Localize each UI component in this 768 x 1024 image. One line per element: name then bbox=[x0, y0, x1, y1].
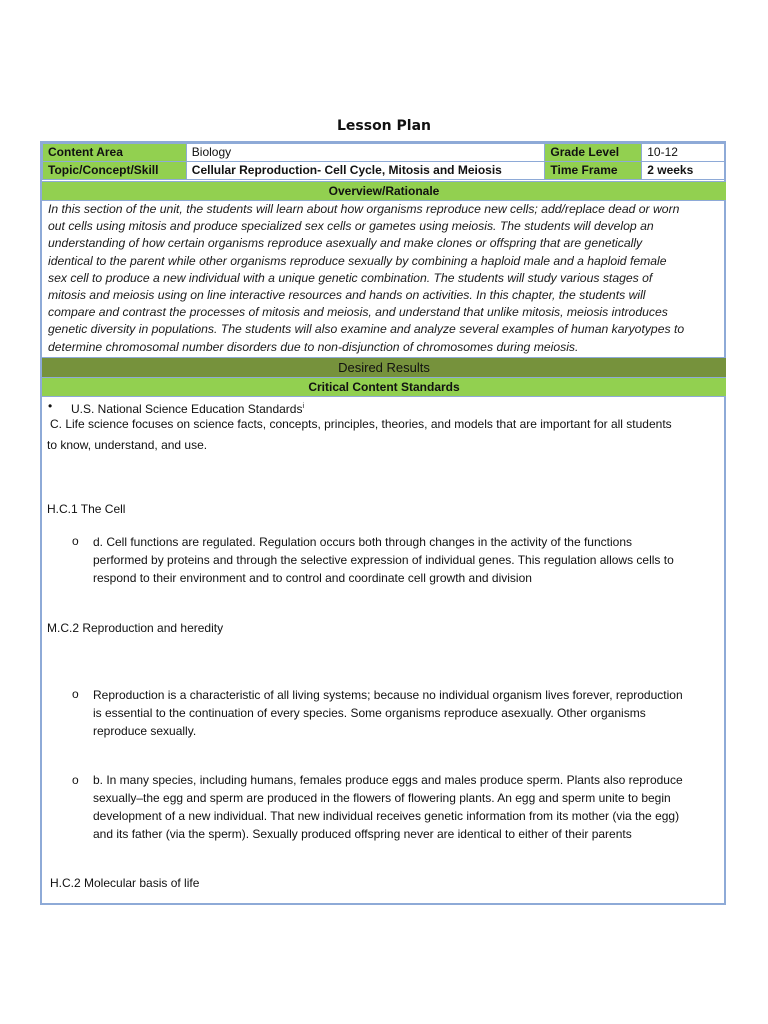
time-frame-value: 2 weeks bbox=[642, 162, 726, 180]
hc1-text bbox=[93, 533, 723, 587]
mc2a-text bbox=[93, 686, 723, 740]
overview-text bbox=[48, 201, 720, 356]
content-area-value: Biology bbox=[186, 144, 545, 162]
mc2b-bullet: o bbox=[72, 773, 79, 787]
overview-line: identical to the parent while other organisms reproduce sexually by combining a haploid male and a haploid female bbox=[48, 253, 667, 268]
life-science-line-2: to know, understand, and use. bbox=[47, 438, 208, 452]
mc2b-line: and its father (via the sperm). Sexually produced offspring never are identical to either of their parents bbox=[93, 827, 632, 841]
overview-line: understanding of how certain organisms reproduce asexually and make clones or offspring that are genetically bbox=[48, 236, 643, 251]
content-area-label: Content Area bbox=[43, 144, 187, 162]
header-table bbox=[42, 143, 726, 180]
desired-results-heading: Desired Results bbox=[42, 357, 726, 377]
topic-label: Topic/Concept/Skill bbox=[43, 162, 187, 180]
overview-line: mitosis and meiosis using on line interactive resources and hands on activities. In this chapter, the students will bbox=[48, 288, 646, 303]
grade-level-label: Grade Level bbox=[545, 144, 642, 162]
topic-value: Cellular Reproduction- Cell Cycle, Mitosis and Meiosis bbox=[186, 162, 545, 180]
grade-level-value: 10-12 bbox=[642, 144, 726, 162]
standards-divider bbox=[42, 396, 726, 397]
overview-line: out cells using mitosis and produce specialized sex cells or gametes using meiosis. The students will develop an bbox=[48, 219, 654, 234]
overview-heading: Overview/Rationale bbox=[42, 181, 726, 200]
hc2-title: H.C.2 Molecular basis of life bbox=[50, 876, 200, 890]
mc2b-line: b. In many species, including humans, females produce eggs and males produce sperm. Plants also reproduce bbox=[93, 773, 683, 787]
mc2b-line: sexually–the egg and sperm are produced in the flowers of flowering plants. An egg and sperm unite to begin bbox=[93, 791, 671, 805]
overview-line: compare and contrast the processes of mitosis and meiosis, and understand that unlike mitosis, meiosis introduces bbox=[48, 305, 668, 320]
overview-line: sex cell to produce a new individual with a unique genetic combination. The students will study various stages of bbox=[48, 270, 653, 285]
hc1-line: performed by proteins and through the selective expression of individual genes. This regulation allows cells to bbox=[93, 553, 674, 567]
mc2a-line: reproduce sexually. bbox=[93, 724, 197, 738]
hc1-title: H.C.1 The Cell bbox=[47, 502, 126, 516]
overview-line: determine chromosomal number disorders due to non-disjunction of chromosomes during meiosis. bbox=[48, 339, 579, 354]
mc2a-line: is essential to the continuation of every species. Some organisms reproduce asexually. Other organisms bbox=[93, 706, 646, 720]
nses-bullet: • bbox=[48, 399, 53, 413]
nses-item-text: U.S. National Science Education Standards bbox=[71, 402, 303, 416]
mc2b-line: development of a new individual. That new individual receives genetic information from its mother (via the egg) bbox=[93, 809, 680, 823]
mc2-title: M.C.2 Reproduction and heredity bbox=[47, 621, 224, 635]
header-row-topic bbox=[43, 162, 726, 180]
nses-footnote: i bbox=[302, 403, 305, 410]
mc2a-line: Reproduction is a characteristic of all living systems; because no individual organism lives forever, reproduction bbox=[93, 688, 683, 702]
mc2b-text bbox=[93, 771, 723, 843]
critical-content-heading: Critical Content Standards bbox=[42, 377, 726, 396]
overview-line: genetic diversity in populations. The students will also examine and analyze several examples of human karyotypes to bbox=[48, 322, 685, 337]
hc1-line: d. Cell functions are regulated. Regulation occurs both through changes in the activity of the functions bbox=[93, 535, 632, 549]
page-title: Lesson Plan bbox=[336, 118, 431, 134]
hc1-bullet: o bbox=[72, 534, 79, 548]
mc2a-bullet: o bbox=[72, 687, 79, 701]
overview-line: In this section of the unit, the students will learn about how organisms reproduce new cells; add/replace dead or worn bbox=[48, 202, 680, 216]
time-frame-label: Time Frame bbox=[545, 162, 642, 180]
hc1-line: respond to their environment and to control and coordinate cell growth and division bbox=[93, 571, 532, 585]
life-science-line-1: C. Life science focuses on science facts, concepts, principles, theories, and models that are important for all students bbox=[50, 417, 672, 431]
header-row-content-area bbox=[43, 144, 726, 162]
